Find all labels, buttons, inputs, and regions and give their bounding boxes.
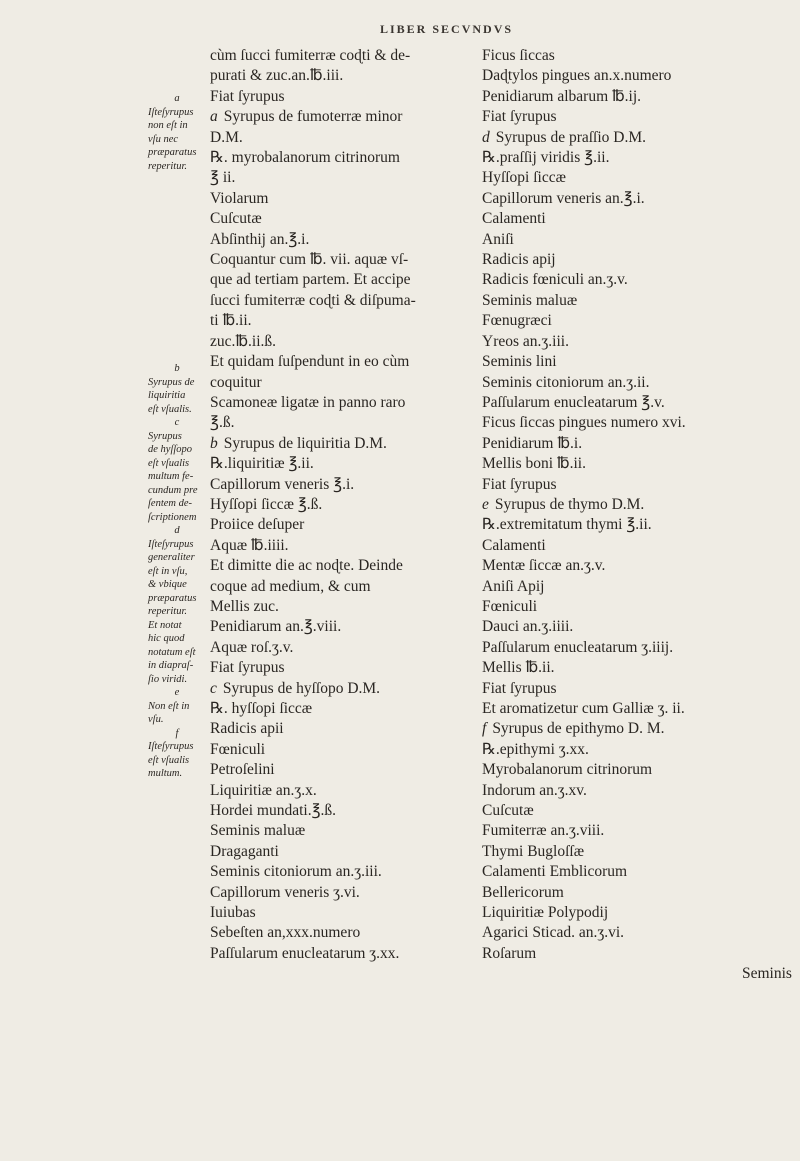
right-text-line	[482, 515, 762, 535]
left-text-line	[210, 597, 478, 617]
line-text: Penidiarum an.℥.viii.	[210, 618, 342, 636]
right-text-line	[482, 373, 762, 393]
line-text: Mentæ ſiccæ an.ʒ.v.	[482, 557, 606, 575]
left-text-line	[210, 352, 478, 372]
right-text-line	[482, 658, 762, 678]
margin-note-line: hic quod	[148, 633, 185, 644]
line-text: ℞.epithymi ʒ.xx.	[482, 740, 589, 758]
margin-note-line: eſt vſualis.	[148, 403, 192, 415]
left-text-line	[210, 617, 478, 637]
line-text: Syrupus de praſſio D.M.	[495, 128, 647, 146]
line-text: Fiat ſyrupus	[482, 679, 557, 697]
right-text-line	[482, 862, 762, 882]
line-text: Hyſſopi ſiccæ ℥.ß.	[210, 495, 323, 513]
line-text: Myrobalanorum citrinorum	[482, 761, 653, 779]
right-text-line	[482, 964, 792, 984]
line-text: Seminis	[742, 965, 792, 983]
left-text-line	[210, 679, 478, 699]
margin-note-line: Et notat	[148, 619, 182, 631]
right-text-line	[482, 454, 762, 474]
left-text-line	[210, 699, 478, 719]
right-text-line	[482, 821, 762, 841]
margin-note-line: Syrupus	[148, 430, 182, 442]
right-text-line	[482, 903, 762, 923]
line-text: Capillorum veneris ʒ.vi.	[210, 883, 360, 901]
line-text: Seminis lini	[482, 353, 557, 371]
line-text: Penidiarum albarum ℔.ij.	[482, 87, 642, 105]
left-text-line	[210, 270, 478, 290]
line-text: Ficus ſiccas pingues numero xvi.	[482, 414, 686, 432]
left-text-line	[210, 46, 478, 66]
right-text-line	[482, 128, 762, 148]
right-text-line	[482, 87, 762, 107]
line-text: Thymi Bugloſſæ	[482, 842, 585, 860]
margin-note-line: non eſt in	[148, 120, 188, 131]
right-text-line	[482, 168, 762, 188]
line-text: Calamenti Emblicorum	[482, 863, 628, 881]
left-text-line	[210, 536, 478, 556]
left-text-line	[210, 658, 478, 678]
line-text: zuc.℔.ii.ß.	[210, 332, 277, 350]
line-text: Paſſularum enucleatarum ℥.v.	[482, 393, 665, 411]
line-text: Mellis ℔.ii.	[482, 659, 555, 677]
line-text: Mellis boni ℔.ii.	[482, 455, 586, 473]
margin-note-line: eſt in vſu,	[148, 565, 188, 577]
left-text-line	[210, 107, 478, 127]
left-text-line	[210, 87, 478, 107]
left-text-line	[210, 291, 478, 311]
line-text: Syrupus de fumoterræ minor	[223, 108, 403, 126]
margin-note-line: præparatus	[148, 147, 197, 158]
line-text: Penidiarum ℔.i.	[482, 434, 583, 452]
line-text: Dauci an.ʒ.iiii.	[482, 618, 574, 636]
margin-note-line: generaliter	[148, 552, 195, 563]
right-text-line	[482, 536, 762, 556]
line-text: Scamoneæ ligatæ in panno raro	[210, 393, 406, 411]
line-text: Indorum an.ʒ.xv.	[482, 781, 587, 799]
margin-note-line: reperitur.	[148, 606, 187, 617]
left-text-line	[210, 209, 478, 229]
line-text: Seminis citoniorum an.ʒ.ii.	[482, 373, 650, 391]
right-text-line	[482, 760, 762, 780]
line-text: Paſſularum enucleatarum ʒ.xx.	[210, 944, 400, 962]
left-text-line	[210, 128, 478, 148]
line-text: Mellis zuc.	[210, 597, 279, 615]
line-text: Fiat ſyrupus	[482, 475, 557, 493]
line-text: Radicis apii	[210, 720, 284, 738]
line-text: Calamenti	[482, 536, 546, 554]
margin-note-line: a	[174, 93, 180, 104]
margin-note-line: Iſteſyrupus	[148, 538, 194, 550]
line-text: Fumiterræ an.ʒ.viii.	[482, 822, 605, 840]
margin-note-line: & vbique	[148, 579, 187, 590]
margin-spacer	[148, 295, 206, 309]
margin-spacer	[148, 241, 206, 255]
margin-note-line: c	[174, 417, 180, 428]
line-text: Aquæ roſ.ʒ.v.	[210, 638, 294, 656]
right-text-column	[482, 46, 792, 985]
line-text: Et quidam ſuſpendunt in eo cùm	[210, 353, 410, 371]
line-text: ℥.ß.	[210, 414, 235, 432]
margin-spacer	[148, 322, 206, 336]
line-text: ℞.extremitatum thymi ℥.ii.	[482, 516, 652, 534]
note-reference-mark: b	[210, 434, 218, 452]
margin-spacer	[148, 335, 206, 349]
margin-note-line: liquiritia	[148, 390, 186, 401]
right-text-line	[482, 209, 762, 229]
line-text: Et aromatizetur cum Galliæ ʒ. ii.	[482, 700, 685, 717]
line-text: Bellericorum	[482, 883, 564, 901]
note-reference-mark: e	[482, 495, 489, 513]
right-text-line	[482, 597, 762, 617]
margin-note-line: b	[174, 363, 180, 374]
margin-note-line: ſentem de-	[148, 498, 193, 509]
left-text-line	[210, 495, 478, 515]
right-text-line	[482, 883, 762, 903]
margin-note-line: Iſteſyrupus	[148, 106, 194, 118]
margin-note-line: reperitur.	[148, 160, 187, 172]
left-text-line	[210, 556, 478, 576]
note-reference-mark: d	[482, 128, 490, 146]
right-text-line	[482, 495, 762, 515]
left-text-line	[210, 475, 478, 495]
margin-note-line: de hyſſopo	[148, 444, 193, 455]
line-text: Proiice deſuper	[210, 516, 305, 534]
margin-note-line: eſt vſualis	[148, 457, 190, 469]
right-text-line	[482, 679, 762, 699]
line-text: Aniſi Apij	[482, 577, 545, 595]
left-text-line	[210, 393, 478, 413]
line-text: Ficus ſiccas	[482, 47, 555, 64]
right-text-line	[482, 617, 762, 637]
margin-spacer	[148, 200, 206, 214]
left-text-line	[210, 821, 478, 841]
left-text-line	[210, 250, 478, 270]
right-text-line	[482, 250, 762, 270]
line-text: ℥ ii.	[210, 169, 236, 187]
line-text: ſucci fumiterræ coɖti & diſpuma-	[210, 291, 416, 309]
line-text: ℞.praſſij viridis ℥.ii.	[482, 149, 610, 167]
margin-note-line: ſio viridi.	[148, 673, 188, 685]
line-text: Agarici Sticad. an.ʒ.vi.	[482, 924, 625, 942]
line-text: Fiat ſyrupus	[210, 659, 285, 677]
line-text: purati & zuc.an.℔.iii.	[210, 67, 344, 85]
note-reference-mark: c	[210, 679, 217, 697]
left-text-line	[210, 781, 478, 801]
right-text-line	[482, 801, 762, 821]
line-text: Fœniculi	[482, 597, 538, 615]
margin-note-line: vſu nec	[148, 133, 179, 145]
right-text-line	[482, 66, 762, 86]
left-text-line	[210, 413, 478, 433]
margin-note-line: multum.	[148, 768, 183, 779]
left-text-line	[210, 332, 478, 352]
right-text-line	[482, 352, 762, 372]
left-text-line	[210, 577, 478, 597]
margin-spacer	[148, 268, 206, 282]
margin-note-line: cundum pre	[148, 484, 198, 496]
line-text: Petroſelini	[210, 761, 275, 779]
right-text-line	[482, 393, 762, 413]
line-text: Seminis citoniorum an.ʒ.iii.	[210, 863, 382, 881]
line-text: Hordei mundati.℥.ß.	[210, 802, 337, 820]
left-text-line	[210, 862, 478, 882]
line-text: Cuſcutæ	[210, 210, 262, 228]
line-text: Paſſularum enucleatarum ʒ.iiij.	[482, 638, 674, 656]
line-text: Cuſcutæ	[482, 802, 534, 820]
left-text-line	[210, 230, 478, 250]
line-text: Fœniculi	[210, 740, 266, 758]
right-text-line	[482, 107, 762, 127]
right-text-line	[482, 291, 762, 311]
left-text-column	[210, 46, 478, 964]
right-text-line	[482, 413, 762, 433]
right-text-line	[482, 699, 762, 719]
line-text: Capillorum veneris an.℥.i.	[482, 189, 645, 207]
margin-spacer	[148, 214, 206, 228]
right-text-line	[482, 311, 762, 331]
left-text-line	[210, 148, 478, 168]
left-text-line	[210, 903, 478, 923]
margin-spacer	[148, 227, 206, 241]
right-text-line	[482, 46, 762, 66]
margin-notes	[148, 92, 206, 781]
line-text: Et dimitte die ac noɖte. Deinde	[210, 557, 403, 575]
line-text: Coquantur cum ℔. vii. aquæ vſ-	[210, 251, 409, 269]
line-text: Syrupus de liquiritia D.M.	[223, 434, 387, 452]
note-reference-mark: f	[482, 720, 487, 738]
margin-note-line: e	[174, 687, 180, 698]
left-text-line	[210, 842, 478, 862]
line-text: Yreos an.ʒ.iii.	[482, 332, 569, 350]
line-text: Capillorum veneris ℥.i.	[210, 475, 355, 493]
line-text: Aniſi	[482, 230, 514, 248]
line-text: Syrupus de hyſſopo D.M.	[222, 679, 381, 697]
line-text: ℞. myrobalanorum citrinorum	[210, 149, 400, 167]
margin-spacer	[148, 173, 206, 187]
right-text-line	[482, 944, 762, 964]
right-text-line	[482, 842, 762, 862]
line-text: ti ℔.ii.	[210, 312, 252, 330]
line-text: Aquæ ℔.iiii.	[210, 536, 289, 554]
margin-note-line: præparatus	[148, 592, 197, 604]
line-text: Seminis maluæ	[482, 291, 578, 309]
left-text-line	[210, 373, 478, 393]
left-text-line	[210, 740, 478, 760]
running-header: LIBER SECVNDVS	[380, 22, 514, 36]
left-text-line	[210, 189, 478, 209]
right-text-line	[482, 638, 762, 658]
margin-note-line: d	[174, 525, 180, 536]
right-text-line	[482, 740, 762, 760]
right-text-line	[482, 475, 762, 495]
right-text-line	[482, 148, 762, 168]
line-text: Sebeſten an,xxx.numero	[210, 924, 361, 942]
line-text: Fiat ſyrupus	[210, 87, 285, 105]
line-text: ℞. hyſſopi ſiccæ	[210, 700, 313, 717]
margin-spacer	[148, 349, 206, 363]
left-text-line	[210, 944, 478, 964]
left-text-line	[210, 66, 478, 86]
line-text: Dragaganti	[210, 842, 279, 860]
margin-note-line: in diapraſ-	[148, 660, 194, 671]
right-text-line	[482, 332, 762, 352]
right-text-line	[482, 434, 762, 454]
margin-spacer	[148, 254, 206, 268]
margin-note-line: Non eſt in	[148, 700, 190, 712]
right-text-line	[482, 230, 762, 250]
margin-note-line: vſu.	[148, 714, 164, 725]
line-text: Iuiubas	[210, 904, 256, 922]
margin-note-line: Iſteſyrupus	[148, 741, 194, 752]
left-text-line	[210, 454, 478, 474]
line-text: Fiat ſyrupus	[482, 108, 557, 126]
line-text: Fœnugræci	[482, 312, 552, 330]
note-reference-mark: a	[210, 108, 218, 126]
line-text: Seminis maluæ	[210, 822, 306, 840]
margin-note-line: Syrupus de	[148, 376, 195, 388]
left-text-line	[210, 638, 478, 658]
line-text: Radicis apij	[482, 251, 556, 269]
right-text-line	[482, 719, 762, 739]
left-text-line	[210, 883, 478, 903]
line-text: ℞.liquiritiæ ℥.ii.	[210, 455, 314, 473]
right-text-line	[482, 781, 762, 801]
line-text: Radicis fœniculi an.ʒ.v.	[482, 271, 628, 289]
left-text-line	[210, 801, 478, 821]
line-text: Syrupus de thymo D.M.	[494, 495, 645, 513]
line-text: Hyſſopi ſiccæ	[482, 169, 566, 187]
left-text-line	[210, 434, 478, 454]
margin-note-line: f	[175, 727, 179, 739]
line-text: que ad tertiam partem. Et accipe	[210, 271, 411, 289]
left-text-line	[210, 923, 478, 943]
right-text-line	[482, 270, 762, 290]
line-text: Syrupus de epithymo D. M.	[492, 720, 665, 738]
line-text: Calamenti	[482, 210, 546, 228]
left-text-line	[210, 515, 478, 535]
left-text-line	[210, 311, 478, 331]
margin-spacer	[148, 187, 206, 201]
line-text: coquitur	[210, 373, 262, 391]
right-text-line	[482, 189, 762, 209]
left-text-line	[210, 168, 478, 188]
margin-note-line: multum fe-	[148, 471, 194, 482]
right-text-line	[482, 923, 762, 943]
right-text-line	[482, 556, 762, 576]
line-text: Roſarum	[482, 944, 537, 962]
margin-note-line: eſt vſualis	[148, 754, 190, 766]
margin-spacer	[148, 281, 206, 295]
left-text-line	[210, 760, 478, 780]
left-text-line	[210, 719, 478, 739]
margin-spacer	[148, 308, 206, 322]
line-text: coque ad medium, & cum	[210, 577, 371, 595]
right-text-line	[482, 577, 762, 597]
line-text: Abſinthij an.℥.i.	[210, 230, 310, 248]
line-text: Liquiritiæ an.ʒ.x.	[210, 781, 317, 799]
margin-note-line: ſcriptionem	[148, 511, 197, 523]
line-text: Daɖtylos pingues an.x.numero	[482, 67, 672, 85]
line-text: Liquiritiæ Polypodij	[482, 904, 609, 922]
margin-note-line: notatum eſt	[148, 646, 196, 658]
line-text: cùm ſucci fumiterræ coɖti & de-	[210, 47, 411, 64]
line-text: Violarum	[210, 189, 269, 207]
line-text: D.M.	[210, 128, 243, 146]
